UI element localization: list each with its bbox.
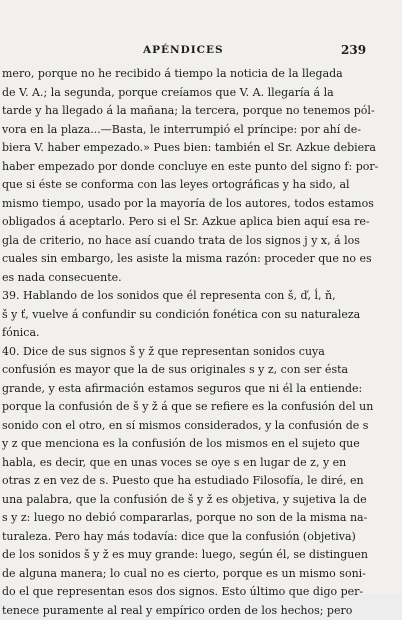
text-line: confusión es mayor que la de sus originales s y z, con ser ésta (2, 361, 348, 380)
text-line: grande, y esta afirmación estamos seguros que ni él la entiende: (2, 380, 362, 399)
text-line: sonido con el otro, en sí mismos considerados, y la confusión de s (2, 417, 368, 436)
text-line: tarde y ha llegado á la mañana; la tercera, porque no tenemos pól- (2, 102, 375, 121)
text-line: fónica. (2, 324, 40, 343)
text-line: y z que menciona es la confusión de los mismos en el sujeto que (2, 435, 360, 454)
running-header (0, 44, 402, 60)
text-line: gla de criterio, no hace así cuando trata de los signos j y x, á los (2, 232, 360, 251)
text-line: porque la confusión de š y ž á que se refiere es la confusión del un (2, 398, 373, 417)
text-line: de alguna manera; lo cual no es cierto, porque es un mismo soni- (2, 565, 366, 584)
text-line: 40. Dice de sus signos š y ž que representan sonidos cuya (2, 343, 325, 362)
text-line: š y ť, vuelve á confundir su condición fonética con su naturaleza (2, 306, 360, 325)
text-line: mismo tiempo, usado por la mayoría de los autores, todos estamos (2, 195, 374, 214)
text-line: haber empezado por donde concluye en este punto del signo f: por- (2, 158, 378, 177)
text-line: otras z en vez de s. Puesto que ha estudiado Filosofía, le diré, en (2, 472, 364, 491)
text-line: s y z: luego no debió compararlas, porque no son de la misma na- (2, 509, 367, 528)
text-line: de los sonidos š y ž es muy grande: luego, según él, se distinguen (2, 546, 368, 565)
text-line: obligados á aceptarlo. Pero si el Sr. Azkue aplica bien aquí esa re- (2, 213, 370, 232)
text-line: turaleza. Pero hay más todavía: dice que la confusión (objetiva) (2, 528, 356, 547)
text-line: 39. Hablando de los sonidos que él representa con š, ď, ĺ, ň, (2, 287, 336, 306)
header-title: APÉNDICES (143, 44, 224, 56)
text-line: biera V. haber empezado.» Pues bien: también el Sr. Azkue debiera (2, 139, 376, 158)
text-line: do el que representan esos dos signos. Esto último que digo per- (2, 583, 363, 602)
text-line: mero, porque no he recibido á tiempo la noticia de la llegada (2, 65, 343, 84)
text-line: vora en la plaza...—Basta, le interrumpió el príncipe: por ahí de- (2, 121, 361, 140)
text-line: que si éste se conforma con las leyes ortográficas y ha sido, al (2, 176, 350, 195)
page-number: 239 (341, 43, 366, 57)
text-line: de V. A.; la segunda, porque creíamos que V. A. llegaría á la (2, 84, 334, 103)
text-line: es nada consecuente. (2, 269, 122, 288)
text-line: tenece puramente al real y empírico orden de los hechos; pero (2, 602, 352, 620)
text-line: una palabra, que la confusión de š y ž es objetiva, y sujetiva la de (2, 491, 367, 510)
text-line: cuales sin embargo, les asiste la misma razón: proceder que no es (2, 250, 372, 269)
text-line: habla, es decir, que en unas voces se oye s en lugar de z, y en (2, 454, 346, 473)
